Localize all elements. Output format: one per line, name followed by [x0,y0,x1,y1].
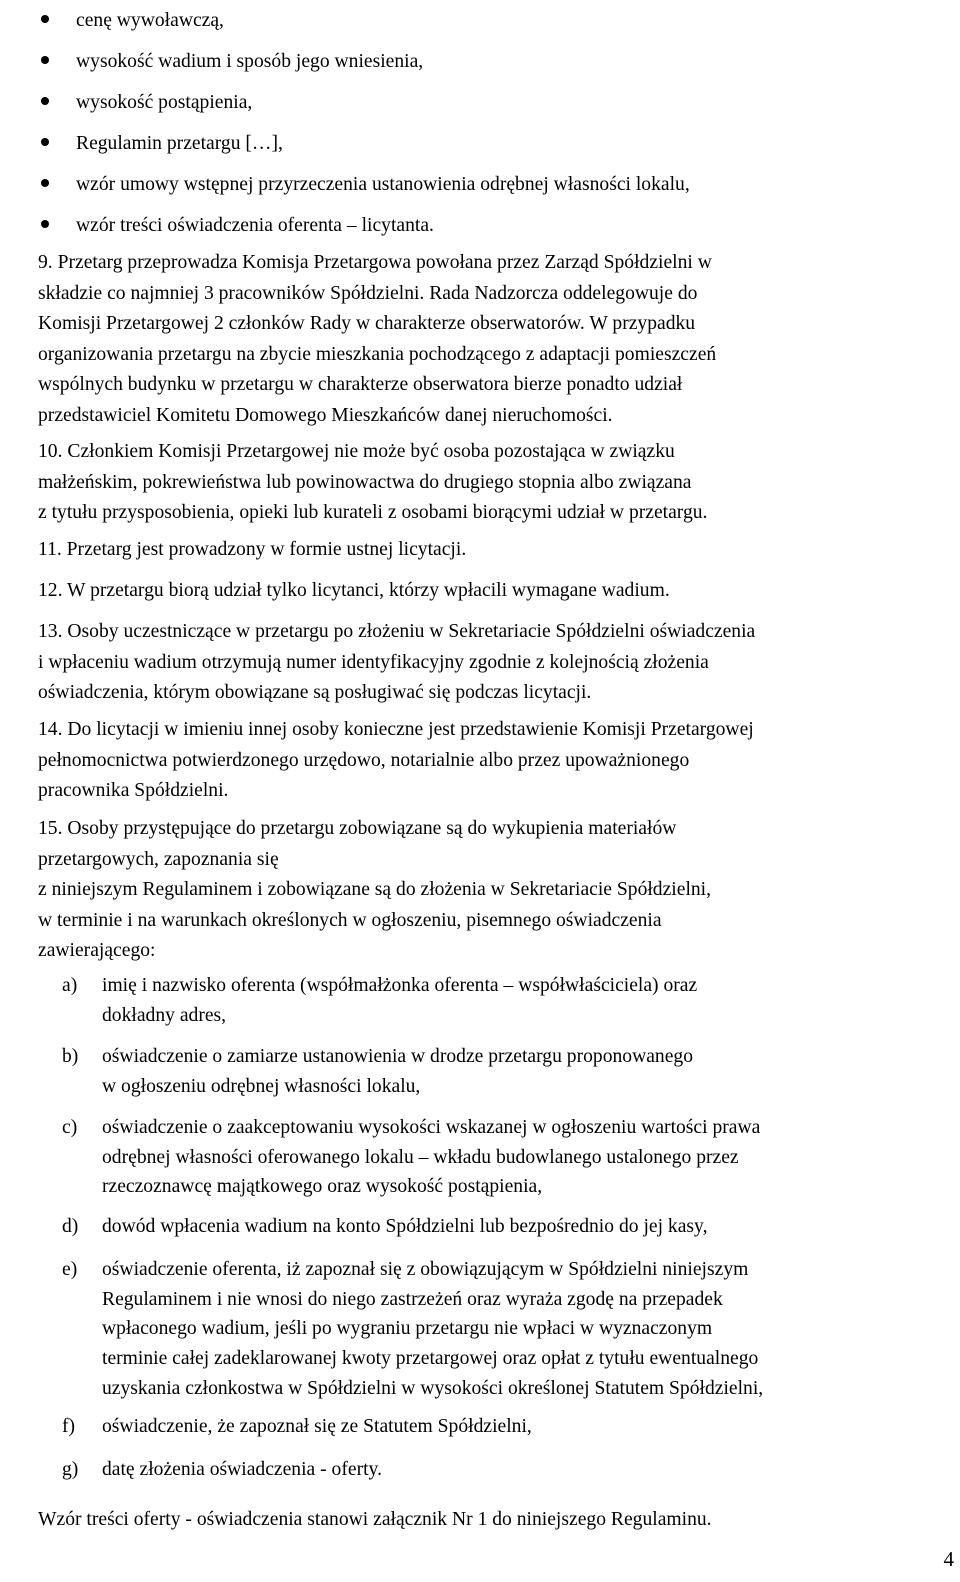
paragraph-12 [38,576,954,607]
bullet-item [38,82,948,123]
sub-item-g [62,1455,954,1485]
paragraph-9 [38,248,954,431]
sub-item-line: odrębnej własności oferowanego lokalu – wkładu budowlanego ustalonego przez [102,1146,739,1168]
sub-item-label: f) [62,1416,76,1437]
sub-item-e [62,1255,954,1404]
paragraph-line: 9. Przetarg przeprowadza Komisja Przetargowa powołana przez Zarząd Spółdzielni w [38,252,712,273]
bullet-item [38,205,948,246]
sub-item-label: a) [62,975,78,996]
bullet-icon [41,138,49,146]
paragraph-line: 12. W przetargu biorą udział tylko licytanci, którzy wpłacili wymagane wadium. [38,580,670,601]
sub-item-line: dowód wpłacenia wadium na konto Spółdzielni lub bezpośrednio do jej kasy, [102,1216,708,1237]
bullet-icon [41,15,49,23]
sub-item-line: oświadczenie, że zapoznał się ze Statutem Spółdzielni, [102,1416,532,1437]
paragraph-13 [38,617,954,709]
sub-item-label: b) [62,1046,79,1067]
bullet-item [38,41,948,82]
sub-item-line: oświadczenie oferenta, iż zapoznał się z obowiązującym w Spółdzielni niniejszym [102,1259,749,1280]
bullet-icon [41,56,49,64]
paragraph-line: Komisji Przetargowej 2 członków Rady w charakterze obserwatorów. W przypadku [38,313,696,334]
sub-item-label: g) [62,1459,79,1480]
sub-item-c [62,1113,954,1202]
paragraph-line: 11. Przetarg jest prowadzony w formie ustnej licytacji. [38,539,467,560]
paragraph-line: oświadczenia, którym obowiązane są posługiwać się podczas licytacji. [38,682,592,703]
bullet-item [38,123,948,164]
paragraph-line: z tytułu przysposobienia, opieki lub kurateli z osobami biorącymi udział w przetargu. [38,502,708,523]
paragraph-line: 14. Do licytacji w imieniu innej osoby konieczne jest przedstawienie Komisji Przetargowej [38,719,754,740]
paragraph-14 [38,715,954,807]
paragraph-line: małżeńskim, pokrewieństwa lub powinowactwa do drugiego stopnia albo związana [38,471,692,493]
paragraph-10 [38,437,954,529]
bullet-icon [41,220,49,228]
sub-item-label: e) [62,1259,78,1280]
sub-item-label: c) [62,1117,78,1138]
sub-item-line: terminie całej zadeklarowanej kwoty przetargowej oraz opłat z tytułu ewentualnego [102,1348,759,1370]
bullet-icon [41,97,49,105]
bullet-item [38,0,948,41]
sub-item-a [62,971,954,1030]
paragraph-line: wspólnych budynku w przetargu w charakterze obserwatora bierze ponadto udział [38,374,683,395]
sub-item-d [62,1212,954,1242]
sub-item-line: imię i nazwisko oferenta (współmałżonka oferenta – współwłaściciela) oraz [102,975,698,996]
paragraph-line: z niniejszym Regulaminem i zobowiązane są do złożenia w Sekretariacie Spółdzielni, [38,879,712,900]
final-note: Wzór treści oferty - oświadczenia stanowi załącznik Nr 1 do niniejszego Regulaminu. [38,1509,712,1530]
bullet-item [38,164,948,205]
sub-item-line: uzyskania członkostwa w Spółdzielni w wysokości określonej Statutem Spółdzielni, [102,1377,764,1399]
paragraph-line: organizowania przetargu na zbycie mieszkania pochodzącego z adaptacji pomieszczeń [38,343,717,365]
sub-item-line: w ogłoszeniu odrębnej własności lokalu, [102,1075,421,1097]
bullet-text: Regulamin przetargu […], [76,133,283,154]
sub-item-line: datę złożenia oświadczenia - oferty. [102,1459,382,1480]
paragraph-line: 15. Osoby przystępujące do przetargu zobowiązane są do wykupienia materiałów [38,818,677,839]
sub-item-line: Regulaminem i nie wnosi do niego zastrzeżeń oraz wyraża zgodę na przepadek [102,1288,723,1310]
bullet-icon [41,179,49,187]
sub-item-line: dokładny adres, [102,1004,227,1026]
bullet-text: wzór umowy wstępnej przyrzeczenia ustanowienia odrębnej własności lokalu, [76,174,690,195]
sub-item-label: d) [62,1216,79,1237]
paragraph-line: pełnomocnictwa potwierdzonego urzędowo, notarialnie albo przez upoważnionego [38,749,690,771]
paragraph-line: składzie co najmniej 3 pracowników Spółdzielni. Rada Nadzorcza oddelegowuje do [38,282,698,304]
paragraph-line: przedstawiciel Komitetu Domowego Mieszkańców danej nieruchomości. [38,404,613,426]
sub-item-line: oświadczenie o zamiarze ustanowienia w drodze przetargu proponowanego [102,1046,694,1067]
paragraph-line: pracownika Spółdzielni. [38,780,229,801]
paragraph-line: 10. Członkiem Komisji Przetargowej nie może być osoba pozostająca w związku [38,441,675,462]
paragraph-line: 13. Osoby uczestniczące w przetargu po złożeniu w Sekretariacie Spółdzielni oświadczenia [38,621,756,642]
sub-item-f [62,1412,954,1442]
page-number: 4 [943,1547,954,1571]
paragraph-line: w terminie i na warunkach określonych w ogłoszeniu, pisemnego oświadczenia [38,909,662,931]
bullet-text: wzór treści oświadczenia oferenta – licytanta. [76,215,434,236]
sub-item-line: rzeczoznawcę majątkowego oraz wysokość postąpienia, [102,1176,543,1198]
bullet-list [38,0,948,246]
paragraph-line: i wpłaceniu wadium otrzymują numer identyfikacyjny zgodnie z kolejnością złożenia [38,651,709,673]
bullet-text: wysokość postąpienia, [76,92,253,113]
paragraph-line: zawierającego: [38,940,156,961]
sub-item-line: oświadczenie o zaakceptowaniu wysokości wskazanej w ogłoszeniu wartości prawa [102,1117,761,1138]
paragraph-line: przetargowych, zapoznania się [38,848,279,870]
sub-item-b [62,1042,954,1101]
bullet-text: cenę wywoławczą, [76,10,224,31]
paragraph-11 [38,535,954,566]
paragraph-15 [38,814,954,967]
bullet-text: wysokość wadium i sposób jego wniesienia, [76,51,424,72]
sub-item-line: wpłaconego wadium, jeśli po wygraniu przetargu nie wpłaci w wyznaczonym [102,1318,713,1340]
